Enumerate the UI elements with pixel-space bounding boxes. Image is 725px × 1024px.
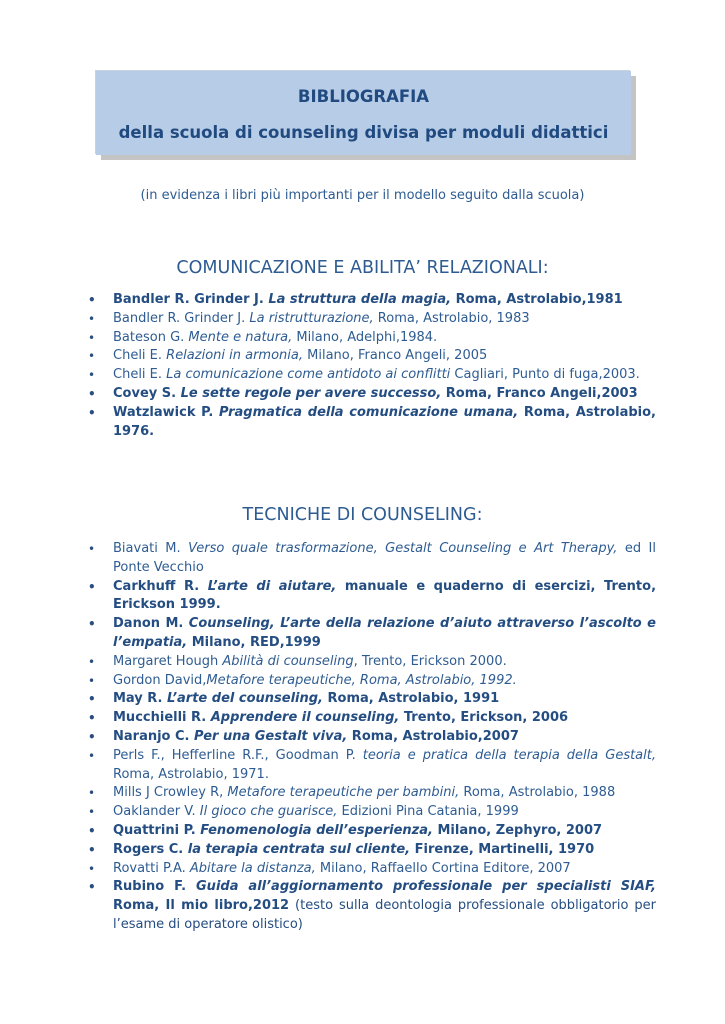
entry-author: Watzlawick P.: [113, 404, 219, 420]
list-item: [88, 578, 656, 616]
entry-publication: Cagliari, Punto di fuga,2003.: [450, 367, 640, 383]
entry-publication: Roma, Astrolabio, 1976.: [113, 404, 656, 439]
list-item: [88, 672, 656, 691]
list-item: [88, 653, 656, 672]
entry-author: Rubino F.: [113, 879, 197, 895]
list-item: [88, 822, 656, 841]
bullet-icon: •: [88, 673, 96, 688]
bullet-icon: •: [88, 330, 96, 345]
highlight-note: (in evidenza i libri più importanti per il modello seguito dalla scuola): [140, 188, 585, 203]
entry-note: (testo sulla deontologia professionale obbligatorio per l’esame di operatore olistico): [113, 898, 656, 932]
bullet-icon: •: [88, 692, 96, 707]
list-item: [88, 860, 656, 879]
entry-author: Bateson G.: [113, 329, 189, 345]
list-item: [88, 540, 656, 578]
entry-publication: manuale e quaderno di esercizi, Trento, Erickson 1999.: [113, 578, 657, 613]
entry-author: Mucchielli R.: [113, 710, 211, 726]
entry-author: Bandler R. Grinder J.: [113, 292, 269, 307]
entry-title: L’arte del counseling,: [167, 691, 323, 707]
list-item: [88, 366, 656, 385]
entry-publication: Edizioni Pina Catania, 1999: [337, 804, 519, 820]
entry-title: Pragmatica della comunicazione umana,: [218, 404, 519, 420]
list-item: [88, 747, 656, 785]
entry-author: Gordon David,: [113, 672, 207, 688]
entry-publication: ed Il Ponte Vecchio: [113, 541, 656, 575]
entry-publication: Milano, Raffaello Cortina Editore, 2007: [315, 860, 571, 876]
list-item: [88, 347, 656, 366]
entry-author: Cheli E.: [113, 348, 167, 364]
entry-author: Danon M.: [113, 616, 189, 632]
bullet-icon: •: [88, 786, 96, 801]
page-title: BIBLIOGRAFIA: [297, 87, 430, 106]
entry-title: Le sette regole per avere successo,: [180, 385, 442, 401]
bibliography-list-counseling: [88, 540, 656, 935]
bullet-icon: •: [88, 349, 96, 364]
bullet-icon: •: [88, 293, 96, 307]
entry-author: Rovatti P.A.: [113, 860, 190, 876]
entry-title: Per una Gestalt viva,: [194, 728, 348, 744]
entry-title: Guida all’aggiornamento professionale per specialisti SIAF,: [196, 879, 656, 895]
entry-author: Margaret Hough: [113, 653, 223, 669]
bullet-icon: •: [88, 823, 96, 838]
list-item: [88, 784, 656, 803]
entry-title: La comunicazione come antidoto ai conflitti: [166, 367, 451, 383]
entry-publication: Milano, Franco Angeli, 2005: [303, 348, 488, 364]
bullet-icon: •: [88, 729, 96, 744]
entry-publication: Firenze, Martinelli, 1970: [410, 841, 595, 857]
entry-title: Relazioni in armonia,: [166, 348, 303, 364]
entry-publication: Milano, Adelphi,1984.: [292, 329, 438, 345]
bullet-icon: •: [88, 805, 96, 820]
bullet-icon: •: [88, 748, 96, 763]
entry-title: Fenomenologia dell’esperienza,: [200, 822, 433, 838]
section-heading-counseling: TECNICHE DI COUNSELING:: [242, 505, 483, 525]
bullet-icon: •: [88, 579, 96, 594]
list-item: [88, 878, 656, 934]
entry-title: La struttura della magia,: [268, 292, 452, 307]
entry-title: teoria e pratica della terapia della Gestalt,: [362, 747, 656, 763]
entry-author: Cheli E.: [113, 367, 167, 383]
entry-author: Rogers C.: [113, 841, 188, 857]
bullet-icon: •: [88, 654, 96, 669]
entry-title: La ristrutturazione,: [249, 310, 374, 326]
page-subtitle: della scuola di counseling divisa per moduli didattici: [118, 123, 609, 142]
entry-publication: Roma, Astrolabio,2007: [347, 728, 519, 744]
list-item: [88, 803, 656, 822]
entry-author: Biavati M.: [113, 541, 189, 556]
list-item: [88, 404, 656, 442]
entry-publication: Roma, Astrolabio, 1983: [373, 310, 530, 326]
bibliography-list-communication: [88, 291, 656, 441]
entry-publication: Roma, Il mio libro,2012: [113, 898, 290, 914]
entry-author: Bandler R. Grinder J.: [113, 310, 250, 326]
bullet-icon: •: [88, 311, 96, 326]
entry-publication: Roma, Astrolabio, 1991: [322, 691, 500, 707]
entry-title: Metafore terapeutiche per bambini,: [227, 785, 460, 801]
bullet-icon: •: [88, 711, 96, 726]
entry-author: Perls F., Hefferline R.F., Goodman P.: [113, 747, 363, 763]
bullet-icon: •: [88, 880, 96, 895]
list-item: [88, 329, 656, 348]
bullet-icon: •: [88, 861, 96, 876]
list-item: [88, 291, 656, 310]
list-item: [88, 709, 656, 728]
entry-title: Il gioco che guarisce,: [199, 804, 338, 820]
entry-author: Quattrini P.: [113, 822, 201, 838]
bullet-icon: •: [88, 368, 96, 383]
list-item: [88, 615, 656, 653]
entry-title: L’arte di aiutare,: [207, 578, 337, 594]
entry-publication: Roma, Franco Angeli,2003: [441, 385, 638, 401]
entry-author: Naranjo C.: [113, 728, 195, 744]
entry-author: Carkhuff R.: [113, 578, 208, 594]
entry-author: Covey S.: [113, 385, 181, 401]
list-item: [88, 690, 656, 709]
entry-author: Oaklander V.: [113, 804, 200, 820]
entry-title: Counseling, L’arte della relazione d’aiuto attraverso l’ascolto e l’empatia,: [113, 616, 656, 650]
entry-publication: Roma, Astrolabio, 1988: [459, 785, 616, 801]
list-item: [88, 728, 656, 747]
list-item: [88, 385, 656, 404]
section-heading-communication: COMUNICAZIONE E ABILITA’ RELAZIONALI:: [176, 258, 549, 278]
entry-title: Mente e natura,: [188, 329, 293, 345]
entry-publication: , Trento, Erickson 2000.: [353, 653, 507, 669]
entry-publication: Trento, Erickson, 2006: [399, 710, 569, 726]
entry-author: Mills J Crowley R,: [113, 785, 228, 801]
entry-title: Metafore terapeutiche, Roma, Astrolabio, 1992.: [206, 672, 517, 688]
entry-author: May R.: [113, 691, 168, 707]
bullet-icon: •: [88, 542, 96, 556]
list-item: [88, 310, 656, 329]
entry-publication: Roma, Astrolabio, 1971.: [113, 766, 269, 782]
bullet-icon: •: [88, 405, 96, 420]
title-box: [96, 71, 631, 155]
entry-title: Abitare la distanza,: [189, 860, 316, 876]
entry-publication: Milano, Zephyro, 2007: [432, 822, 603, 838]
entry-title: Apprendere il counseling,: [210, 710, 400, 726]
entry-publication: Roma, Astrolabio,1981: [451, 292, 623, 307]
bullet-icon: •: [88, 386, 96, 401]
entry-title: la terapia centrata sul cliente,: [187, 841, 411, 857]
list-item: [88, 841, 656, 860]
entry-title: Verso quale trasformazione, Gestalt Counseling e Art Therapy,: [188, 541, 618, 556]
entry-title: Abilità di counseling: [222, 653, 354, 669]
entry-publication: Milano, RED,1999: [187, 634, 321, 650]
bullet-icon: •: [88, 617, 96, 632]
bullet-icon: •: [88, 842, 96, 857]
